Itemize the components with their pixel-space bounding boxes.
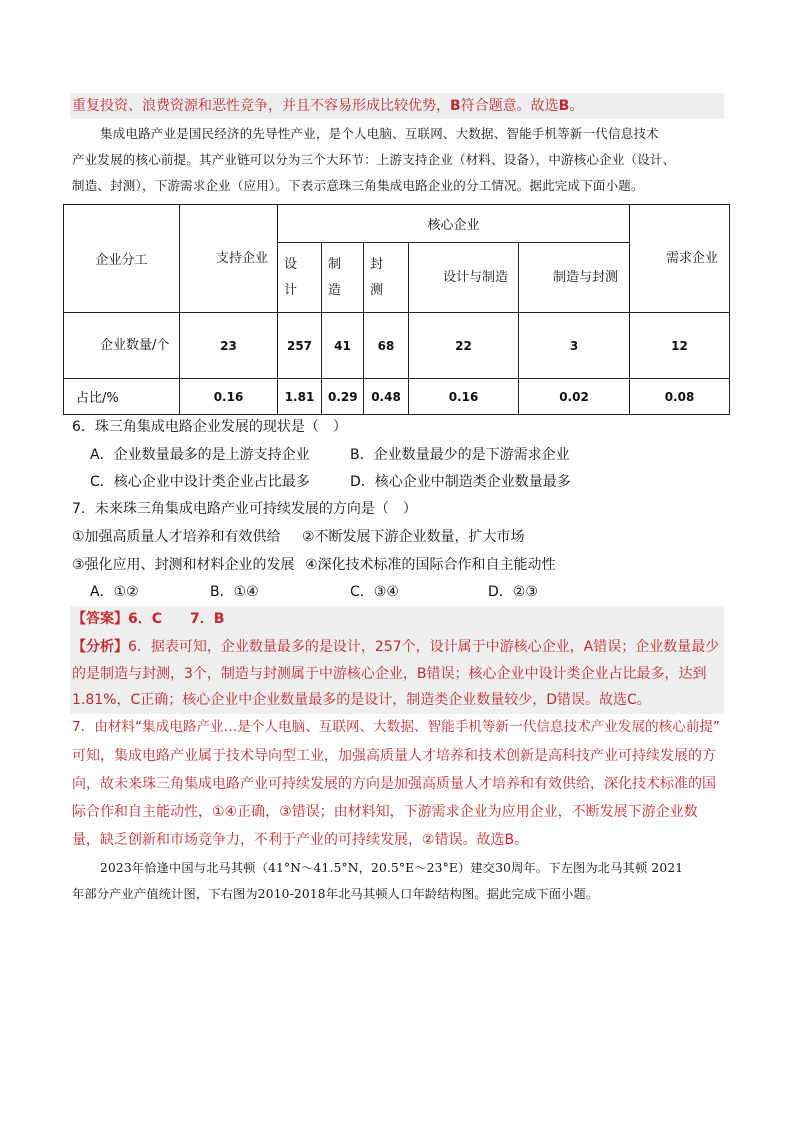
analysis-line: 1.81%，C正确；核心企业中企业数量最多的是设计，制造类企业数量较少，D错误。故选C。	[72, 692, 651, 708]
analysis-q7-line: 量，缺乏创新和市场竞争力，不利于产业的可持续发展，②错误。故选B。	[72, 832, 529, 848]
question-6-option-a: A．企业数量最多的是上游支持企业	[90, 447, 310, 463]
table-cell: 1.81	[278, 379, 322, 415]
question-7-statement-4: ④深化技术标准的国际合作和自主能动性	[305, 557, 556, 573]
table-cell: 23	[180, 313, 278, 379]
question-7-stem: 7．未来珠三角集成电路产业可持续发展的方向是（ ）	[72, 501, 417, 517]
table-cell: 3	[519, 313, 630, 379]
table-cell: 68	[364, 313, 409, 379]
table-header-demand: 需求企业	[630, 205, 730, 313]
table-row	[64, 379, 730, 415]
analysis-q7-line: 际合作和自主能动性，①④正确，③错误；由材料知，下游需求企业为应用企业，不断发展下游企业数	[72, 804, 698, 820]
table-col-manufacture: 制造	[322, 243, 364, 313]
intro-paragraph-line: 集成电路产业是国民经济的先导性产业，是个人电脑、互联网、大数据、智能手机等新一代信息技术	[100, 126, 659, 141]
question-7-statement-3: ③强化应用、封测和材料企业的发展	[72, 557, 295, 573]
table-row-label: 占比/%	[64, 379, 180, 415]
question-7-option-d: D．②③	[488, 584, 538, 600]
enterprise-division-table	[63, 204, 730, 415]
intro2-paragraph-line: 年部分产业产值统计图，下右图为2010-2018年北马其顿人口年龄结构图。据此完成下面小题。	[72, 887, 599, 901]
table-cell: 41	[322, 313, 364, 379]
table-cell: 0.08	[630, 379, 730, 415]
analysis-q7-line: 7．由材料“集成电路产业…是个人电脑、互联网、大数据、智能手机等新一代信息技术产业发展的核心前提”	[72, 719, 721, 735]
table-cell: 0.48	[364, 379, 409, 415]
intro-paragraph-line: 制造、封测），下游需求企业（应用）。下表示意珠三角集成电路企业的分工情况。据此完成下面小题。	[72, 178, 644, 193]
question-7-option-a: A．①②	[90, 584, 139, 600]
table-col-design: 设计	[278, 243, 322, 313]
table-header-support: 支持企业	[180, 205, 278, 313]
question-6-option-b: B．企业数量最少的是下游需求企业	[350, 447, 570, 463]
table-row	[64, 313, 730, 379]
intro2-paragraph-line: 2023年恰逢中国与北马其顿（41°N～41.5°N，20.5°E～23°E）建交30周年。下左图为北马其顿 2021	[100, 861, 684, 875]
table-header-division: 企业分工	[64, 205, 180, 313]
table-row-label: 企业数量/个	[64, 313, 180, 379]
question-6-stem: 6．珠三角集成电路企业发展的现状是（ ）	[72, 419, 347, 435]
question-7-option-c: C．③④	[350, 584, 399, 600]
question-6-option-d: D．核心企业中制造类企业数量最多	[350, 474, 571, 490]
table-header-core: 核心企业	[278, 205, 630, 243]
table-col-design-manufacture: 设计与制造	[409, 243, 519, 313]
question-7-option-b: B．①④	[210, 584, 259, 600]
table-cell: 0.29	[322, 379, 364, 415]
intro-paragraph-line: 产业发展的核心前提。其产业链可以分为三个大环节：上游支持企业（材料、设备），中游核心企业（设计、	[72, 152, 676, 167]
table-cell: 0.16	[180, 379, 278, 415]
table-col-package-test: 封测	[364, 243, 409, 313]
table-cell: 12	[630, 313, 730, 379]
analysis-q7-line: 向，故未来珠三角集成电路产业可持续发展的方向是加强高质量人才培养和有效供给，深化技术标准的国	[72, 776, 716, 792]
analysis-line: 的是制造与封测，3个，制造与封测属于中游核心企业，B错误；核心企业中设计类企业占比最多，达到	[72, 666, 707, 682]
analysis-line: 【分析】6．据表可知，企业数量最多的是设计，257个，设计属于中游核心企业，A错误；企业数量最少	[72, 639, 720, 655]
question-7-statement-1: ①加强高质量人才培养和有效供给	[72, 529, 281, 545]
analysis-q7-line: 可知，集成电路产业属于技术导向型工业，加强高质量人才培养和技术创新是高科技产业可持续发展的方	[72, 748, 716, 764]
table-cell: 0.02	[519, 379, 630, 415]
table-cell: 22	[409, 313, 519, 379]
table-cell: 257	[278, 313, 322, 379]
question-6-option-c: C．核心企业中设计类企业占比最多	[90, 474, 310, 490]
table-col-manufacture-package: 制造与封测	[519, 243, 630, 313]
table-cell: 0.16	[409, 379, 519, 415]
answer-line: 【答案】6．C 7．B	[72, 611, 225, 627]
prev-answer-tail: 重复投资、浪费资源和恶性竞争，并且不容易形成比较优势，B符合题意。故选B。	[72, 98, 584, 114]
question-7-statement-2: ②不断发展下游企业数量，扩大市场	[302, 529, 525, 545]
